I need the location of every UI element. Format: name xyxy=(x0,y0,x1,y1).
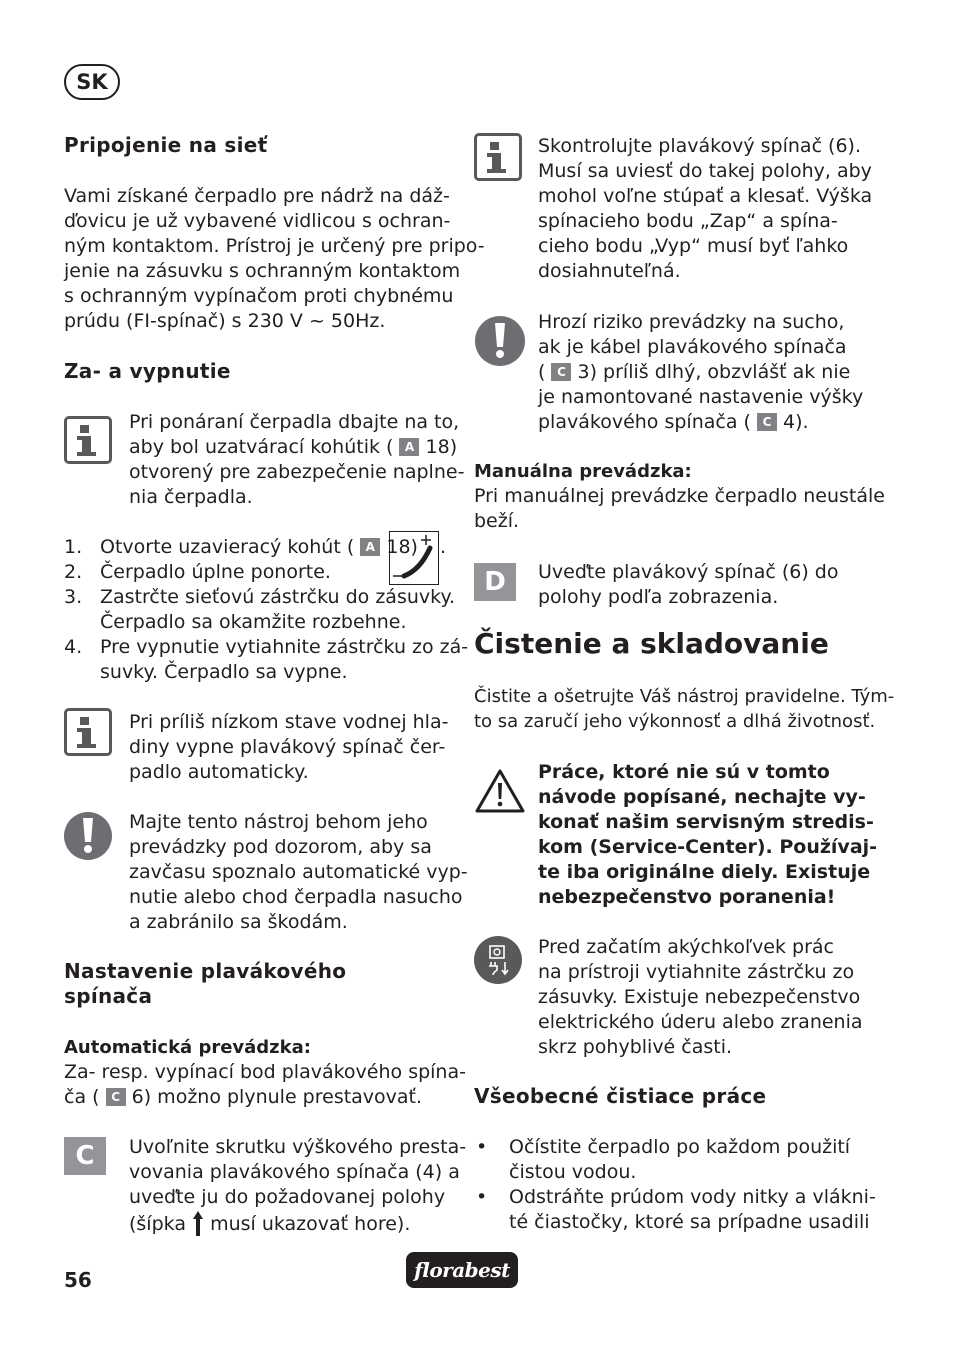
page-number: 56 xyxy=(64,1268,92,1292)
heading-network-connection: Pripojenie na sieť xyxy=(64,133,268,157)
text-line: Majte tento nástroj behom jeho xyxy=(129,811,428,833)
text-line: Vami získané čerpadlo pre nádrž na dáž- xyxy=(64,185,450,207)
text-line: Pri príliš nízkom stave vodnej hla- xyxy=(129,711,449,733)
text-line: mohol voľne stúpať a klesať. Výška xyxy=(538,185,873,207)
text-fragment: 6) možno plynule prestavovať. xyxy=(131,1086,423,1108)
text-line: nutie alebo chod čerpadla nasucho xyxy=(129,886,463,908)
text-line: Práce, ktoré nie sú v tomto xyxy=(538,761,830,783)
text-line: té čiastočky, ktoré sa prípadne usadili xyxy=(509,1211,870,1233)
text-line: Pri ponáraní čerpadla dbajte na to, xyxy=(129,411,460,433)
step-text: Čerpadlo úplne ponorte. xyxy=(100,561,331,583)
figure-label: C xyxy=(757,413,777,431)
text-line xyxy=(64,1085,466,1110)
text-line xyxy=(129,435,464,460)
info-icon xyxy=(474,133,522,181)
brand-logo: florabest xyxy=(406,1252,518,1288)
text-line: ným kontaktom. Prístroj je určený pre pripo- xyxy=(64,235,485,257)
figure-label: C xyxy=(551,363,571,381)
text-fragment: aby bol uzatvárací kohútik ( xyxy=(129,436,394,458)
text-fragment: 18) xyxy=(386,536,418,558)
text-line xyxy=(129,1210,466,1237)
text-fragment: Otvorte uzavieracý kohút ( xyxy=(100,536,355,558)
text-line: Musí sa uviesť do takej polohy, aby xyxy=(538,160,872,182)
paragraph-automatic xyxy=(64,1060,466,1110)
section-title-cleaning: Čistenie a skladovanie xyxy=(474,627,829,660)
unplug-icon xyxy=(474,936,522,984)
text-line: Za- resp. vypínací bod plavákového spína- xyxy=(64,1061,466,1083)
text-line: návode popísané, nechajte vy- xyxy=(538,786,866,808)
info-text-low-water xyxy=(129,710,448,785)
warning-text-supervise xyxy=(129,810,468,935)
figure-label: A xyxy=(399,438,419,456)
text-fragment: . xyxy=(440,536,447,558)
step-text: Zastrčte sieťovú zástrčku do zásuvky. xyxy=(100,586,456,608)
text-line: zavčasu spoznalo automatické vyp- xyxy=(129,861,468,883)
warning-text-service xyxy=(538,760,877,910)
paragraph-cleaning xyxy=(474,684,894,734)
figure-label: A xyxy=(360,538,380,556)
text-fragment: ča ( xyxy=(64,1086,100,1108)
text-line: konať našim servisným stredis- xyxy=(538,811,874,833)
text-line: uveďte ju do požadovanej polohy xyxy=(129,1186,446,1208)
text-line xyxy=(538,410,863,435)
step-text: suvky. Čerpadlo sa vypne. xyxy=(100,661,348,683)
text-line: to sa zaručí jeho výkonnosť a dlhá životnosť. xyxy=(474,711,876,732)
text-line: prúdu (FI-spínač) s 230 V ~ 50Hz. xyxy=(64,310,386,332)
text-line: Skontrolujte plavákový spínač (6). xyxy=(538,135,862,157)
figure-c-text xyxy=(129,1135,466,1237)
text-line: kom (Service-Center). Používaj- xyxy=(538,836,878,858)
heading-on-off: Za- a vypnutie xyxy=(64,359,231,383)
subheading-automatic: Automatická prevádzka: xyxy=(64,1037,311,1058)
text-line: nia čerpadla. xyxy=(129,486,253,508)
text-line: Pri manuálnej prevádzke čerpadlo neustále xyxy=(474,485,885,507)
figure-label: C xyxy=(106,1088,126,1106)
text-line: vovania plavákového spínača (4) a xyxy=(129,1161,460,1183)
language-badge: SK xyxy=(64,64,120,100)
text-fragment: ( xyxy=(538,361,546,383)
text-line: zásuvky. Existuje nebezpečenstvo xyxy=(538,986,861,1008)
text-fragment: 4). xyxy=(783,411,809,433)
heading-line: spínača xyxy=(64,984,153,1008)
text-line: polohy podľa zobrazenia. xyxy=(538,586,779,608)
info-text-valve xyxy=(129,410,464,510)
step-text xyxy=(100,535,418,560)
step-text: Pre vypnutie vytiahnite zástrčku zo zá- xyxy=(100,636,469,658)
text-fragment: plavákového spínača ( xyxy=(538,411,751,433)
text-line: te iba originálne diely. Existuje xyxy=(538,861,871,883)
heading-float-switch xyxy=(64,959,346,1009)
text-line: elektrického úderu alebo zranenia xyxy=(538,1011,863,1033)
text-line: nebezpečenstvo poranenia! xyxy=(538,886,836,908)
text-line: čistou vodou. xyxy=(509,1161,637,1183)
unplug-text xyxy=(538,935,863,1060)
info-text-check-switch xyxy=(538,134,872,284)
text-line: prevádzky pod dozorom, aby sa xyxy=(129,836,432,858)
warning-text-dry-run xyxy=(538,310,863,435)
text-line: dosiahnuteľná. xyxy=(538,260,681,282)
text-line: Hrozí riziko prevádzky na sucho, xyxy=(538,311,845,333)
text-line: jenie na zásuvku s ochranným kontaktom xyxy=(64,260,461,282)
text-line: Očístite čerpadlo po každom použití xyxy=(509,1136,851,1158)
paragraph-network xyxy=(64,184,485,334)
step-text: Čerpadlo sa okamžite rozbehne. xyxy=(100,611,407,633)
text-fragment: 3) príliš dlhý, obzvlášť ak nie xyxy=(577,361,851,383)
arrow-up-icon xyxy=(192,1210,204,1236)
text-line: ďovicu je už vybavené vidlicou s ochran- xyxy=(64,210,451,232)
text-fragment: 18) xyxy=(425,436,458,458)
step-number: 3. xyxy=(64,586,83,608)
text-line: Odstráňte prúdom vody nitky a vlákni- xyxy=(509,1186,876,1208)
text-fragment: musí ukazovať hore). xyxy=(210,1213,411,1235)
text-line: spínacieho bodu „Zap“ a spína- xyxy=(538,210,838,232)
text-line: a zabránilo sa škodám. xyxy=(129,911,348,933)
text-line xyxy=(538,360,863,385)
text-line: Pred začatím akýchkoľvek prác xyxy=(538,936,835,958)
heading-general-cleaning: Všeobecné čistiace práce xyxy=(474,1084,767,1108)
step-number: 1. xyxy=(64,536,83,558)
text-line: padlo automaticky. xyxy=(129,761,309,783)
step-number: 4. xyxy=(64,636,83,658)
text-fragment: (šípka xyxy=(129,1213,186,1235)
text-line: cieho bodu „Vyp“ musí byť ľahko xyxy=(538,235,849,257)
text-line: Uveďte plavákový spínač (6) do xyxy=(538,561,839,583)
heading-line: Nastavenie plavákového xyxy=(64,959,347,983)
valve-symbol-icon xyxy=(389,531,439,585)
text-line: diny vypne plavákový spínač čer- xyxy=(129,736,446,758)
text-line: Uvoľnite skrutku výškového presta- xyxy=(129,1136,467,1158)
text-line: skrz pohyblivé časti. xyxy=(538,1036,733,1058)
info-icon xyxy=(64,708,112,756)
step-number: 2. xyxy=(64,561,83,583)
warning-exclamation-icon xyxy=(475,316,525,366)
info-icon xyxy=(64,416,112,464)
text-line: otvorený pre zabezpečenie naplne- xyxy=(129,461,465,483)
text-line: je namontované nastavenie výšky xyxy=(538,386,864,408)
subheading-manual: Manuálna prevádzka: xyxy=(474,461,692,482)
figure-d-text xyxy=(538,560,838,610)
text-line: Čistite a ošetrujte Váš nástroj pravidelne. Tým- xyxy=(474,686,895,707)
warning-exclamation-icon xyxy=(64,812,112,860)
figure-label-c: C xyxy=(64,1137,106,1175)
warning-triangle-icon xyxy=(474,768,526,814)
bullet-icon: • xyxy=(476,1136,488,1158)
bullet-icon: • xyxy=(476,1186,488,1208)
text-line: beží. xyxy=(474,510,520,532)
text-line: ak je kábel plavákového spínača xyxy=(538,336,847,358)
text-line: s ochranným vypínačom proti chybnému xyxy=(64,285,454,307)
paragraph-manual xyxy=(474,484,885,534)
text-line: na prístroji vytiahnite zástrčku zo xyxy=(538,961,855,983)
figure-label-d: D xyxy=(474,563,516,601)
